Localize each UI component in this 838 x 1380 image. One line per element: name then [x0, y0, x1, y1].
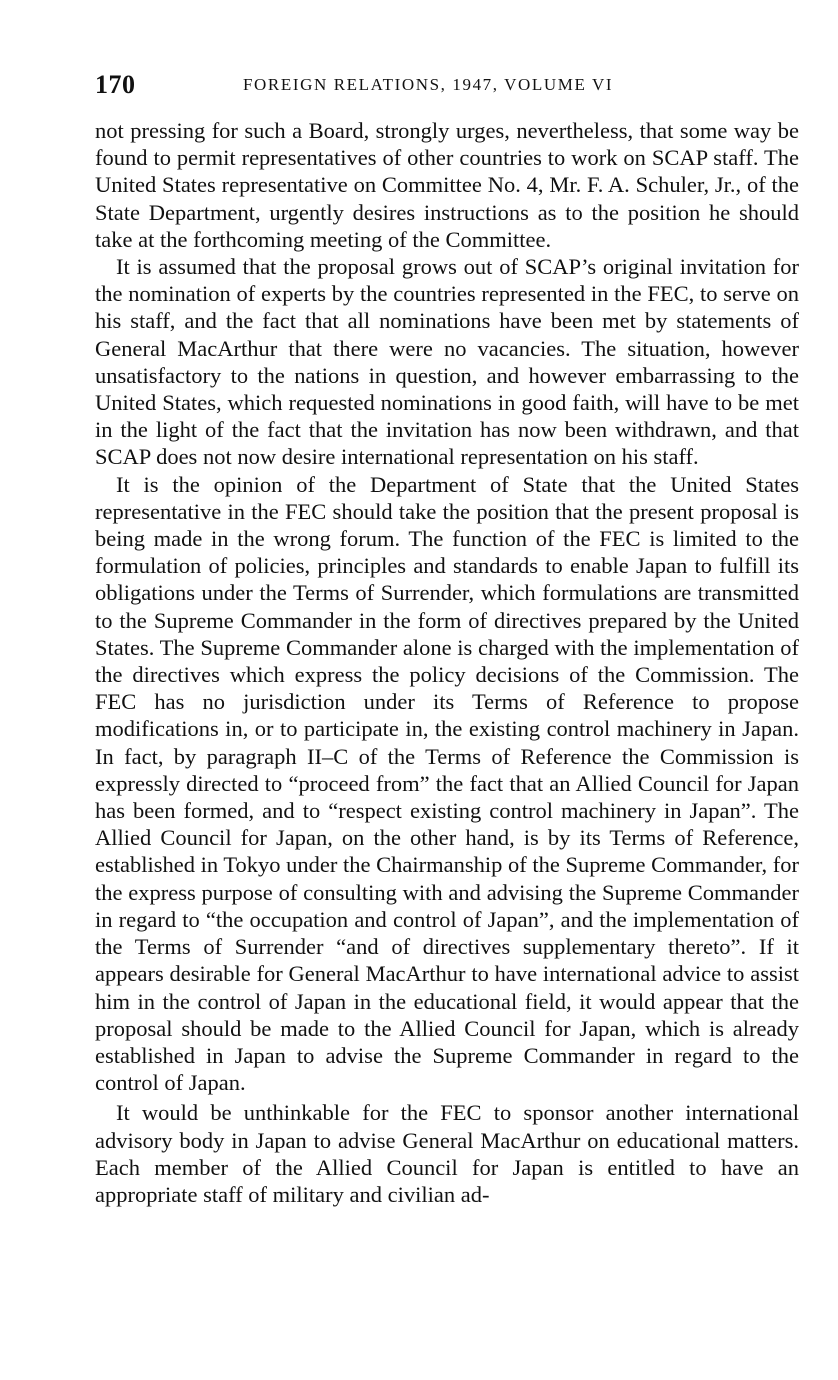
running-head: FOREIGN RELATIONS, 1947, VOLUME VI — [243, 75, 614, 94]
paragraph-continued: not pressing for such a Board, strongly urges, nevertheless, that some way be found to permit representatives of other countries to work on SCAP staff. The United States representative on Committee No. 4, Mr. F. A. Schuler, Jr., of the State Department, urgently desires instructions as to the position he should take at the forthcoming meeting of the Committee. — [95, 118, 799, 252]
paragraph-scap-invitation: It is assumed that the proposal grows out of SCAP’s original invitation for the nomination of experts by the countries represented in the FEC, to serve on his staff, and the fact that all nominations have been met by statements of General MacArthur that there were no vacancies. The situation, however unsatisfactory to the nations in question, and however embarrassing to the United States, which requested nominations in good faith, will have to be met in the light of the fact that the invitation has now been withdrawn, and that SCAP does not now desire international representation on his staff. — [95, 254, 799, 470]
page-number: 170 — [95, 70, 136, 99]
paragraph-department-opinion: It is the opinion of the Department of State that the United States representative in the FEC should take the position that the present proposal is being made in the wrong forum. The function of the FEC is limited to the formulation of policies, principles and standards to enable Japan to fulfill its obligations under the Terms of Surrender, which formulations are transmitted to the Supreme Commander in the form of directives prepared by the United States. The Supreme Commander alone is charged with the implementation of the directives which express the policy decisions of the Commission. The FEC has no jurisdiction under its Terms of Reference to propose modifications in, or to participate in, the existing control machinery in Japan. In fact, by paragraph II–C of the Terms of Reference the Commission is expressly directed to “proceed from” the fact that an Allied Council for Japan has been formed, and to “respect existing control machinery in Japan”. The Allied Council for Japan, on the other hand, is by its Terms of Reference, established in Tokyo under the Chairmanship of the Supreme Commander, for the express purpose of consulting with and advising the Supreme Commander in regard to “the occupation and control of Japan”, and the implementation of the Terms of Surrender “and of directives supplementary thereto”. If it appears desirable for General MacArthur to have international advice to assist him in the control of Japan in the educational field, it would appear that the proposal should be made to the Allied Council for Japan, which is already established in Japan to advise the Supreme Commander in regard to the control of Japan. — [95, 471, 799, 1096]
body-text — [95, 117, 799, 1208]
paragraph-unthinkable: It would be unthinkable for the FEC to sponsor another international advisory body in Japan to advise General MacArthur on educational matters. Each member of the Allied Council for Japan is entitled to have an appropriate staff of military and civilian ad- — [95, 1100, 799, 1207]
page-header — [95, 70, 800, 110]
